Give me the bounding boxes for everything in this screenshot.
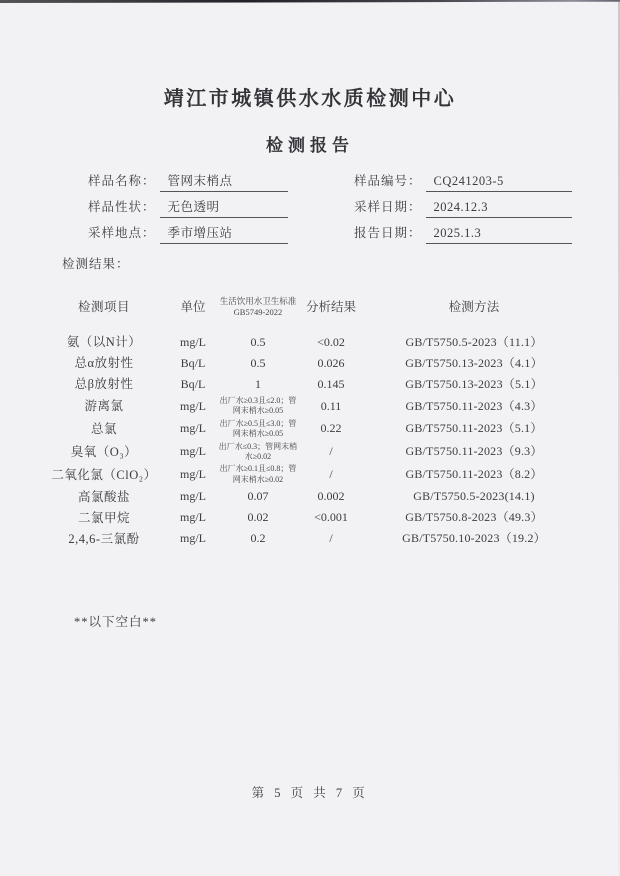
results-section-label: 检测结果： bbox=[62, 257, 130, 271]
cell-unit: mg/L bbox=[180, 466, 206, 481]
cell-item: 高氯酸盐 bbox=[77, 489, 130, 504]
cell-method: GB/T5750.11-2023（4.3） bbox=[405, 398, 543, 413]
field-label: 报告日期： bbox=[354, 226, 422, 240]
field-value: 2024.12.3 bbox=[426, 200, 572, 218]
field-value: 季市增压站 bbox=[160, 223, 288, 244]
cell-standard: 0.5 bbox=[250, 355, 266, 370]
cell-standard: 1 bbox=[255, 376, 261, 391]
cell-unit: mg/L bbox=[180, 530, 206, 545]
cell-result: <0.02 bbox=[317, 334, 345, 349]
cell-item: 二氯甲烷 bbox=[77, 510, 130, 525]
field-label: 样品编号： bbox=[354, 174, 422, 188]
cell-item: 二氧化氯（ClO₂） bbox=[51, 467, 157, 482]
cell-standard: 0.5 bbox=[250, 334, 266, 349]
cell-item: 2,4,6-三氯酚 bbox=[68, 531, 140, 546]
sample-info-left-column bbox=[88, 171, 288, 249]
sample-info-field bbox=[88, 223, 288, 249]
cell-result: 0.026 bbox=[317, 355, 345, 370]
cell-unit: mg/L bbox=[180, 488, 206, 503]
cell-item: 总β放射性 bbox=[74, 377, 134, 392]
cell-standard: 出厂水≥0.3且≤2.0；管网末梢水≥0.05 bbox=[219, 396, 297, 416]
cell-method: GB/T5750.13-2023（5.1） bbox=[405, 376, 543, 391]
cell-result: 0.22 bbox=[320, 421, 342, 436]
field-label: 样品名称： bbox=[88, 174, 156, 188]
header-cell-result: 分析结果 bbox=[305, 299, 356, 314]
cell-result: 0.11 bbox=[320, 398, 342, 413]
cell-item: 游离氯 bbox=[84, 399, 124, 414]
results-table bbox=[38, 283, 586, 549]
cell-unit: Bq/L bbox=[180, 376, 206, 391]
cell-method: GB/T5750.8-2023（49.3） bbox=[405, 509, 543, 524]
cell-unit: mg/L bbox=[180, 398, 206, 413]
cell-item: 臭氧（O₃） bbox=[70, 444, 138, 459]
sample-info-field bbox=[88, 197, 288, 223]
table-row bbox=[38, 486, 586, 507]
cell-unit: mg/L bbox=[180, 509, 206, 524]
header-cell-item: 检测项目 bbox=[77, 299, 130, 314]
cell-method: GB/T5750.5-2023(14.1) bbox=[413, 488, 535, 503]
field-value: 管网末梢点 bbox=[160, 171, 288, 192]
cell-method: GB/T5750.5-2023（11.1） bbox=[405, 334, 543, 349]
table-row bbox=[38, 353, 586, 374]
cell-method: GB/T5750.10-2023（19.2） bbox=[402, 530, 546, 545]
cell-result: / bbox=[329, 444, 333, 459]
table-row bbox=[38, 418, 586, 441]
header-cell-unit: 单位 bbox=[180, 299, 206, 314]
cell-standard: 出厂水≤0.3；管网末梢水≥0.02 bbox=[218, 441, 298, 461]
sample-info-field bbox=[354, 171, 572, 197]
cell-item: 氨（以N计） bbox=[66, 335, 142, 350]
field-value: 2025.1.3 bbox=[426, 226, 572, 244]
table-row bbox=[38, 528, 586, 549]
cell-standard: 0.2 bbox=[250, 530, 266, 545]
cell-standard: 出厂水≥0.5且≤3.0；管网末梢水≥0.05 bbox=[219, 418, 297, 439]
cell-method: GB/T5750.11-2023（9.3） bbox=[405, 444, 543, 459]
cell-method: GB/T5750.11-2023（8.2） bbox=[405, 466, 543, 481]
cell-item: 总氯 bbox=[90, 422, 117, 437]
sample-info-right-column bbox=[354, 171, 572, 249]
field-label: 采样地点： bbox=[88, 226, 156, 240]
table-body bbox=[38, 332, 586, 549]
cell-method: GB/T5750.11-2023（5.1） bbox=[405, 421, 543, 436]
field-value: CQ241203-5 bbox=[426, 174, 572, 192]
cell-unit: mg/L bbox=[180, 334, 206, 349]
table-row bbox=[38, 463, 586, 486]
sample-info-field bbox=[354, 197, 572, 223]
field-label: 样品性状： bbox=[88, 200, 156, 214]
sample-info-field bbox=[88, 171, 288, 197]
below-blank-note: **以下空白** bbox=[74, 615, 158, 629]
cell-standard: 出厂水≥0.1且≤0.8；管网末梢水≥0.02 bbox=[219, 464, 297, 484]
table-row bbox=[38, 374, 586, 395]
table-row bbox=[38, 395, 586, 418]
cell-result: / bbox=[329, 530, 333, 545]
header-cell-standard: 生活饮用水卫生标准GB5749-2022 bbox=[219, 295, 297, 317]
cell-result: 0.145 bbox=[317, 376, 345, 391]
sample-info-field bbox=[354, 223, 572, 249]
cell-item: 总α放射性 bbox=[74, 356, 134, 371]
field-value: 无色透明 bbox=[160, 197, 288, 218]
report-title: 检测报告 bbox=[266, 136, 354, 155]
organization-title: 靖江市城镇供水水质检测中心 bbox=[163, 88, 457, 110]
table-row bbox=[38, 332, 586, 353]
cell-result: 0.002 bbox=[317, 488, 345, 503]
cell-result: <0.001 bbox=[314, 509, 348, 524]
cell-method: GB/T5750.13-2023（4.1） bbox=[405, 355, 543, 370]
cell-unit: mg/L bbox=[180, 444, 206, 459]
table-row bbox=[38, 441, 586, 464]
field-label: 采样日期： bbox=[354, 200, 422, 214]
cell-unit: Bq/L bbox=[180, 355, 206, 370]
cell-unit: mg/L bbox=[180, 421, 206, 436]
table-header-row bbox=[38, 283, 586, 331]
table-row bbox=[38, 507, 586, 528]
cell-result: / bbox=[329, 466, 333, 481]
header-cell-method: 检测方法 bbox=[448, 299, 500, 314]
cell-standard: 0.02 bbox=[247, 509, 269, 524]
scan-paper-top-edge bbox=[0, 0, 620, 3]
cell-standard: 0.07 bbox=[247, 488, 269, 503]
page-number-footer: 第 5 页 共 7 页 bbox=[251, 786, 369, 800]
